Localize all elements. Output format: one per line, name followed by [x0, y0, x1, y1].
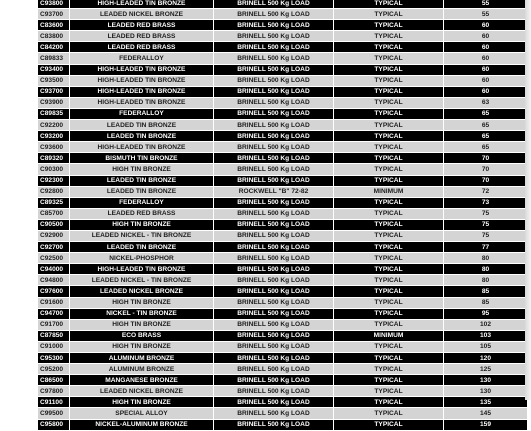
alloy-name-cell: LEADED TIN BRONZE — [70, 131, 214, 142]
value-type-cell: TYPICAL — [334, 108, 444, 119]
value-type-cell: TYPICAL — [334, 219, 444, 230]
hardness-table — [37, 0, 528, 431]
alloy-code-cell: C95300 — [38, 353, 70, 364]
table-row — [38, 253, 528, 264]
alloy-code-cell: C99500 — [38, 408, 70, 419]
alloy-name-cell: ALUMINUM BRONZE — [70, 353, 214, 364]
test-method-cell: BRINELL 500 Kg LOAD — [214, 242, 334, 253]
test-method-cell: BRINELL 500 Kg LOAD — [214, 53, 334, 64]
value-type-cell: TYPICAL — [334, 242, 444, 253]
alloy-name-cell: LEADED RED BRASS — [70, 20, 214, 31]
alloy-code-cell: C83600 — [38, 20, 70, 31]
test-method-cell: BRINELL 500 Kg LOAD — [214, 42, 334, 53]
hardness-value-cell: 85 — [444, 286, 528, 297]
page-shadow-edge — [525, 0, 531, 400]
value-type-cell: TYPICAL — [334, 397, 444, 408]
hardness-value-cell: 65 — [444, 120, 528, 131]
test-method-cell: BRINELL 500 Kg LOAD — [214, 131, 334, 142]
test-method-cell: BRINELL 500 Kg LOAD — [214, 208, 334, 219]
table-row — [38, 230, 528, 241]
hardness-value-cell: 130 — [444, 386, 528, 397]
alloy-code-cell: C90300 — [38, 164, 70, 175]
hardness-value-cell: 72 — [444, 186, 528, 197]
alloy-name-cell: LEADED NICKEL - TIN BRONZE — [70, 275, 214, 286]
alloy-code-cell: C94800 — [38, 275, 70, 286]
table-row — [38, 186, 528, 197]
table-row — [38, 408, 528, 419]
table-row — [38, 86, 528, 97]
test-method-cell: BRINELL 500 Kg LOAD — [214, 64, 334, 75]
alloy-name-cell: LEADED NICKEL BRONZE — [70, 9, 214, 20]
alloy-code-cell: C92500 — [38, 253, 70, 264]
value-type-cell: TYPICAL — [334, 253, 444, 264]
hardness-value-cell: 70 — [444, 164, 528, 175]
alloy-code-cell: C95200 — [38, 364, 70, 375]
value-type-cell: TYPICAL — [334, 208, 444, 219]
alloy-code-cell: C83800 — [38, 31, 70, 42]
table-row — [38, 353, 528, 364]
value-type-cell: TYPICAL — [334, 419, 444, 430]
alloy-name-cell: HIGH TIN BRONZE — [70, 319, 214, 330]
test-method-cell: ROCKWELL "B" 72-82 — [214, 186, 334, 197]
hardness-value-cell: 73 — [444, 197, 528, 208]
hardness-value-cell: 60 — [444, 53, 528, 64]
alloy-code-cell: C93800 — [38, 0, 70, 9]
table-row — [38, 153, 528, 164]
test-method-cell: BRINELL 500 Kg LOAD — [214, 275, 334, 286]
alloy-name-cell: LEADED NICKEL BRONZE — [70, 286, 214, 297]
hardness-value-cell: 70 — [444, 175, 528, 186]
table-row — [38, 219, 528, 230]
test-method-cell: BRINELL 500 Kg LOAD — [214, 341, 334, 352]
value-type-cell: TYPICAL — [334, 131, 444, 142]
test-method-cell: BRINELL 500 Kg LOAD — [214, 386, 334, 397]
hardness-value-cell: 125 — [444, 364, 528, 375]
hardness-value-cell: 65 — [444, 108, 528, 119]
test-method-cell: BRINELL 500 Kg LOAD — [214, 364, 334, 375]
value-type-cell: TYPICAL — [334, 120, 444, 131]
test-method-cell: BRINELL 500 Kg LOAD — [214, 397, 334, 408]
hardness-value-cell: 60 — [444, 31, 528, 42]
hardness-value-cell: 130 — [444, 375, 528, 386]
alloy-name-cell: HIGH TIN BRONZE — [70, 397, 214, 408]
test-method-cell: BRINELL 500 Kg LOAD — [214, 330, 334, 341]
test-method-cell: BRINELL 500 Kg LOAD — [214, 197, 334, 208]
test-method-cell: BRINELL 500 Kg LOAD — [214, 142, 334, 153]
table-row — [38, 319, 528, 330]
test-method-cell: BRINELL 500 Kg LOAD — [214, 264, 334, 275]
hardness-value-cell: 105 — [444, 341, 528, 352]
table-row — [38, 208, 528, 219]
alloy-name-cell: LEADED RED BRASS — [70, 42, 214, 53]
test-method-cell: BRINELL 500 Kg LOAD — [214, 75, 334, 86]
value-type-cell: TYPICAL — [334, 9, 444, 20]
table-row — [38, 108, 528, 119]
alloy-name-cell: LEADED TIN BRONZE — [70, 186, 214, 197]
test-method-cell: BRINELL 500 Kg LOAD — [214, 120, 334, 131]
alloy-code-cell: C93600 — [38, 142, 70, 153]
test-method-cell: BRINELL 500 Kg LOAD — [214, 175, 334, 186]
value-type-cell: TYPICAL — [334, 86, 444, 97]
value-type-cell: MINIMUM — [334, 330, 444, 341]
alloy-code-cell: C91600 — [38, 297, 70, 308]
alloy-code-cell: C93700 — [38, 9, 70, 20]
alloy-name-cell: BISMUTH TIN BRONZE — [70, 153, 214, 164]
alloy-name-cell: LEADED RED BRASS — [70, 208, 214, 219]
alloy-code-cell: C92300 — [38, 175, 70, 186]
alloy-name-cell: HIGH-LEADED TIN BRONZE — [70, 75, 214, 86]
value-type-cell: TYPICAL — [334, 20, 444, 31]
test-method-cell: BRINELL 500 Kg LOAD — [214, 164, 334, 175]
alloy-name-cell: HIGH-LEADED TIN BRONZE — [70, 142, 214, 153]
hardness-value-cell: 55 — [444, 0, 528, 9]
test-method-cell: BRINELL 500 Kg LOAD — [214, 86, 334, 97]
hardness-value-cell: 135 — [444, 397, 528, 408]
table-row — [38, 375, 528, 386]
value-type-cell: TYPICAL — [334, 175, 444, 186]
value-type-cell: TYPICAL — [334, 353, 444, 364]
table-row — [38, 386, 528, 397]
alloy-code-cell: C97800 — [38, 386, 70, 397]
hardness-value-cell: 159 — [444, 419, 528, 430]
hardness-value-cell: 60 — [444, 42, 528, 53]
table-row — [38, 197, 528, 208]
alloy-code-cell: C92700 — [38, 242, 70, 253]
table-row — [38, 419, 528, 430]
alloy-code-cell: C91100 — [38, 397, 70, 408]
table-body — [38, 0, 528, 430]
alloy-code-cell: C92900 — [38, 230, 70, 241]
value-type-cell: TYPICAL — [334, 97, 444, 108]
alloy-code-cell: C86500 — [38, 375, 70, 386]
alloy-name-cell: FEDERALLOY — [70, 197, 214, 208]
alloy-name-cell: LEADED RED BRASS — [70, 31, 214, 42]
table-row — [38, 120, 528, 131]
alloy-name-cell: HIGH TIN BRONZE — [70, 219, 214, 230]
table-row — [38, 20, 528, 31]
table-row — [38, 0, 528, 9]
alloy-name-cell: FEDERALLOY — [70, 108, 214, 119]
alloy-name-cell: LEADED TIN BRONZE — [70, 242, 214, 253]
alloy-code-cell: C89833 — [38, 53, 70, 64]
alloy-code-cell: C91000 — [38, 341, 70, 352]
test-method-cell: BRINELL 500 Kg LOAD — [214, 408, 334, 419]
test-method-cell: BRINELL 500 Kg LOAD — [214, 286, 334, 297]
alloy-name-cell: HIGH-LEADED TIN BRONZE — [70, 0, 214, 9]
alloy-name-cell: HIGH-LEADED TIN BRONZE — [70, 97, 214, 108]
value-type-cell: MINIMUM — [334, 186, 444, 197]
alloy-code-cell: C90500 — [38, 219, 70, 230]
value-type-cell: TYPICAL — [334, 164, 444, 175]
table-row — [38, 264, 528, 275]
table-row — [38, 64, 528, 75]
alloy-name-cell: ALUMINUM BRONZE — [70, 364, 214, 375]
table-row — [38, 97, 528, 108]
alloy-code-cell: C95800 — [38, 419, 70, 430]
table-row — [38, 364, 528, 375]
hardness-value-cell: 75 — [444, 230, 528, 241]
test-method-cell: BRINELL 500 Kg LOAD — [214, 308, 334, 319]
value-type-cell: TYPICAL — [334, 308, 444, 319]
table-row — [38, 308, 528, 319]
alloy-code-cell: C89325 — [38, 197, 70, 208]
test-method-cell: BRINELL 500 Kg LOAD — [214, 31, 334, 42]
alloy-code-cell: C91700 — [38, 319, 70, 330]
table-row — [38, 31, 528, 42]
test-method-cell: BRINELL 500 Kg LOAD — [214, 97, 334, 108]
test-method-cell: BRINELL 500 Kg LOAD — [214, 230, 334, 241]
alloy-name-cell: HIGH-LEADED TIN BRONZE — [70, 264, 214, 275]
test-method-cell: BRINELL 500 Kg LOAD — [214, 153, 334, 164]
test-method-cell: BRINELL 500 Kg LOAD — [214, 297, 334, 308]
value-type-cell: TYPICAL — [334, 364, 444, 375]
table-row — [38, 297, 528, 308]
test-method-cell: BRINELL 500 Kg LOAD — [214, 253, 334, 264]
alloy-code-cell: C93900 — [38, 97, 70, 108]
value-type-cell: TYPICAL — [334, 408, 444, 419]
alloy-name-cell: SPECIAL ALLOY — [70, 408, 214, 419]
test-method-cell: BRINELL 500 Kg LOAD — [214, 419, 334, 430]
test-method-cell: BRINELL 500 Kg LOAD — [214, 20, 334, 31]
table-row — [38, 275, 528, 286]
alloy-code-cell: C89835 — [38, 108, 70, 119]
hardness-value-cell: 145 — [444, 408, 528, 419]
alloy-code-cell: C87850 — [38, 330, 70, 341]
value-type-cell: TYPICAL — [334, 230, 444, 241]
alloy-name-cell: LEADED NICKEL - TIN BRONZE — [70, 230, 214, 241]
test-method-cell: BRINELL 500 Kg LOAD — [214, 0, 334, 9]
hardness-value-cell: 65 — [444, 142, 528, 153]
table-row — [38, 42, 528, 53]
alloy-name-cell: HIGH TIN BRONZE — [70, 164, 214, 175]
hardness-value-cell: 75 — [444, 208, 528, 219]
alloy-name-cell: NICKEL-PHOSPHOR — [70, 253, 214, 264]
value-type-cell: TYPICAL — [334, 53, 444, 64]
alloy-code-cell: C92800 — [38, 186, 70, 197]
value-type-cell: TYPICAL — [334, 286, 444, 297]
value-type-cell: TYPICAL — [334, 197, 444, 208]
value-type-cell: TYPICAL — [334, 297, 444, 308]
hardness-value-cell: 60 — [444, 75, 528, 86]
test-method-cell: BRINELL 500 Kg LOAD — [214, 108, 334, 119]
test-method-cell: BRINELL 500 Kg LOAD — [214, 9, 334, 20]
alloy-code-cell: C93700 — [38, 86, 70, 97]
table-row — [38, 397, 528, 408]
alloy-code-cell: C85700 — [38, 208, 70, 219]
hardness-value-cell: 95 — [444, 308, 528, 319]
test-method-cell: BRINELL 500 Kg LOAD — [214, 353, 334, 364]
table-row — [38, 164, 528, 175]
alloy-name-cell: LEADED TIN BRONZE — [70, 120, 214, 131]
alloy-code-cell: C93200 — [38, 131, 70, 142]
alloy-name-cell: NICKEL - TIN BRONZE — [70, 308, 214, 319]
value-type-cell: TYPICAL — [334, 64, 444, 75]
table-row — [38, 75, 528, 86]
value-type-cell: TYPICAL — [334, 319, 444, 330]
value-type-cell: TYPICAL — [334, 0, 444, 9]
hardness-value-cell: 60 — [444, 20, 528, 31]
hardness-value-cell: 60 — [444, 64, 528, 75]
hardness-value-cell: 102 — [444, 319, 528, 330]
alloy-code-cell: C92200 — [38, 120, 70, 131]
table-row — [38, 341, 528, 352]
alloy-name-cell: MANGANESE BRONZE — [70, 375, 214, 386]
hardness-value-cell: 75 — [444, 219, 528, 230]
hardness-value-cell: 60 — [444, 86, 528, 97]
hardness-value-cell: 65 — [444, 131, 528, 142]
alloy-name-cell: HIGH-LEADED TIN BRONZE — [70, 64, 214, 75]
value-type-cell: TYPICAL — [334, 341, 444, 352]
value-type-cell: TYPICAL — [334, 75, 444, 86]
test-method-cell: BRINELL 500 Kg LOAD — [214, 375, 334, 386]
alloy-name-cell: HIGH TIN BRONZE — [70, 297, 214, 308]
hardness-value-cell: 85 — [444, 297, 528, 308]
alloy-code-cell: C84200 — [38, 42, 70, 53]
alloy-name-cell: FEDERALLOY — [70, 53, 214, 64]
alloy-code-cell: C94700 — [38, 308, 70, 319]
value-type-cell: TYPICAL — [334, 275, 444, 286]
alloy-name-cell: LEADED TIN BRONZE — [70, 175, 214, 186]
table-row — [38, 330, 528, 341]
table-row — [38, 131, 528, 142]
value-type-cell: TYPICAL — [334, 386, 444, 397]
table-row — [38, 142, 528, 153]
alloy-name-cell: NICKEL-ALUMINUM BRONZE — [70, 419, 214, 430]
alloy-code-cell: C97600 — [38, 286, 70, 297]
alloy-code-cell: C93500 — [38, 75, 70, 86]
hardness-value-cell: 80 — [444, 253, 528, 264]
hardness-value-cell: 103 — [444, 330, 528, 341]
hardness-value-cell: 80 — [444, 275, 528, 286]
value-type-cell: TYPICAL — [334, 375, 444, 386]
alloy-name-cell: ECO BRASS — [70, 330, 214, 341]
alloy-code-cell: C94000 — [38, 264, 70, 275]
hardness-value-cell: 63 — [444, 97, 528, 108]
value-type-cell: TYPICAL — [334, 153, 444, 164]
alloy-name-cell: LEADED NICKEL BRONZE — [70, 386, 214, 397]
alloy-code-cell: C93400 — [38, 64, 70, 75]
value-type-cell: TYPICAL — [334, 142, 444, 153]
test-method-cell: BRINELL 500 Kg LOAD — [214, 219, 334, 230]
value-type-cell: TYPICAL — [334, 31, 444, 42]
hardness-value-cell: 120 — [444, 353, 528, 364]
table-row — [38, 242, 528, 253]
hardness-value-cell: 70 — [444, 153, 528, 164]
table-row — [38, 175, 528, 186]
hardness-value-cell: 77 — [444, 242, 528, 253]
value-type-cell: TYPICAL — [334, 42, 444, 53]
hardness-value-cell: 55 — [444, 9, 528, 20]
alloy-name-cell: HIGH-LEADED TIN BRONZE — [70, 86, 214, 97]
value-type-cell: TYPICAL — [334, 264, 444, 275]
table-row — [38, 53, 528, 64]
alloy-code-cell: C89320 — [38, 153, 70, 164]
table-row — [38, 9, 528, 20]
table-row — [38, 286, 528, 297]
alloy-name-cell: HIGH TIN BRONZE — [70, 341, 214, 352]
test-method-cell: BRINELL 500 Kg LOAD — [214, 319, 334, 330]
hardness-value-cell: 80 — [444, 264, 528, 275]
